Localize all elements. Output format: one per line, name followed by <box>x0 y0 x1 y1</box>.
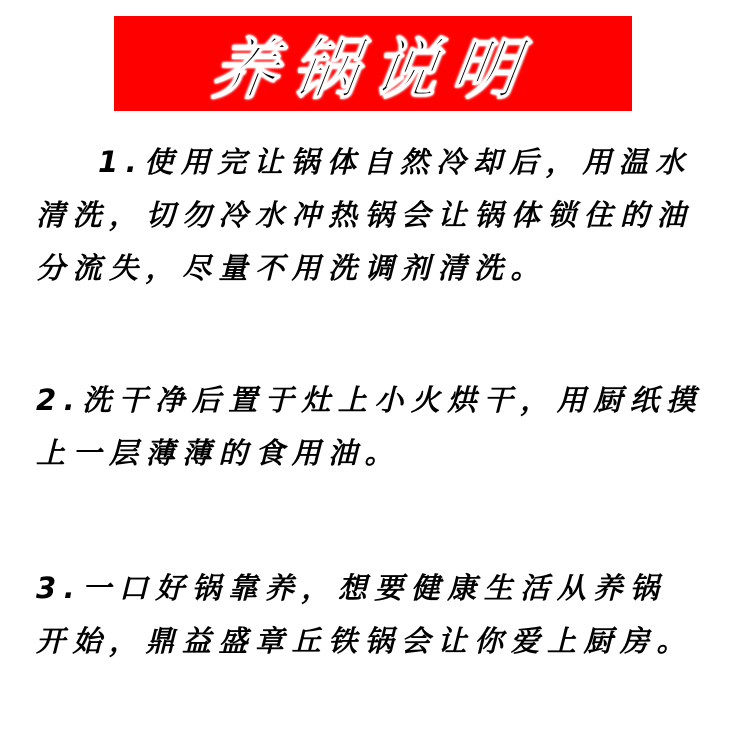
title-banner <box>114 16 632 111</box>
paragraph-1-number: 1. <box>98 145 145 179</box>
paragraph-1 <box>36 136 726 295</box>
paragraph-3-line-1 <box>36 562 726 615</box>
paragraph-3-line-2: 开始，鼎益盛章丘铁锅会让你爱上厨房。 <box>36 624 694 658</box>
paragraph-2-text-1: 洗干净后置于灶上小火烘干，用厨纸摸 <box>82 383 703 417</box>
paragraph-2-line-1 <box>36 374 726 427</box>
paragraph-2 <box>36 374 726 480</box>
paragraph-2-line-2: 上一层薄薄的食用油。 <box>36 436 402 470</box>
paragraph-3-number: 3. <box>36 571 83 605</box>
paragraph-3-text-1: 一口好锅靠养，想要健康生活从养锅 <box>82 571 667 605</box>
paragraph-1-line-3: 分流失，尽量不用洗调剂清洗。 <box>36 251 548 285</box>
paragraph-3 <box>36 562 726 668</box>
paragraph-1-line-2: 清洗，切勿冷水冲热锅会让锅体锁住的油 <box>36 198 694 232</box>
paragraph-1-line-1 <box>36 136 726 189</box>
paragraph-1-text-1: 使用完让锅体自然冷却后，用温水 <box>144 145 692 179</box>
paragraph-2-number: 2. <box>36 383 83 417</box>
page-title: 养锅说明 <box>206 30 538 108</box>
